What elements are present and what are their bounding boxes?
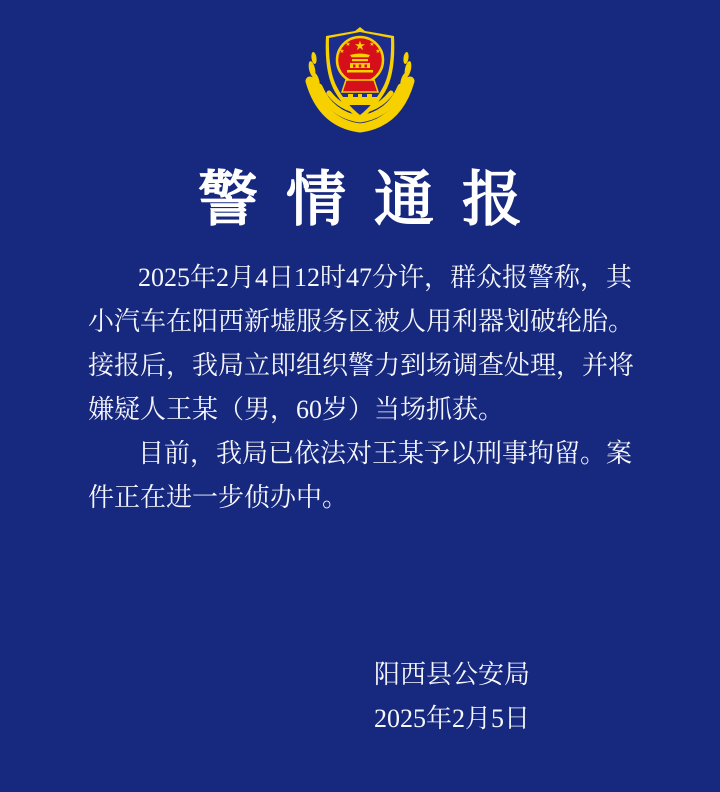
svg-text:★: ★ <box>375 48 381 55</box>
body-line-1: 2025年2月4日12时47分许，群众报警称，其 <box>138 263 633 292</box>
svg-text:★: ★ <box>354 39 366 54</box>
signature-block <box>92 653 720 741</box>
body-line-4: 嫌疑人王某（男，60岁）当场抓获。 <box>88 395 505 424</box>
body-line-2: 小汽车在阳西新墟服务区被人用利器划破轮胎。 <box>88 307 635 336</box>
svg-text:★: ★ <box>345 41 351 48</box>
body-line-6: 件正在进一步侦办中。 <box>88 483 349 512</box>
police-badge-icon <box>304 25 416 135</box>
issue-date: 2025年2月5日 <box>373 704 530 733</box>
notice-title: 警情通报 <box>198 167 550 233</box>
notice-body <box>88 256 634 520</box>
issuer-name: 阳西县公安局 <box>373 660 530 689</box>
svg-text:★: ★ <box>339 48 345 55</box>
body-line-3: 接报后，我局立即组织警力到场调查处理，并将 <box>88 351 635 380</box>
body-line-5: 目前，我局已依法对王某予以刑事拘留。案 <box>138 439 633 468</box>
svg-text:★: ★ <box>369 41 375 48</box>
